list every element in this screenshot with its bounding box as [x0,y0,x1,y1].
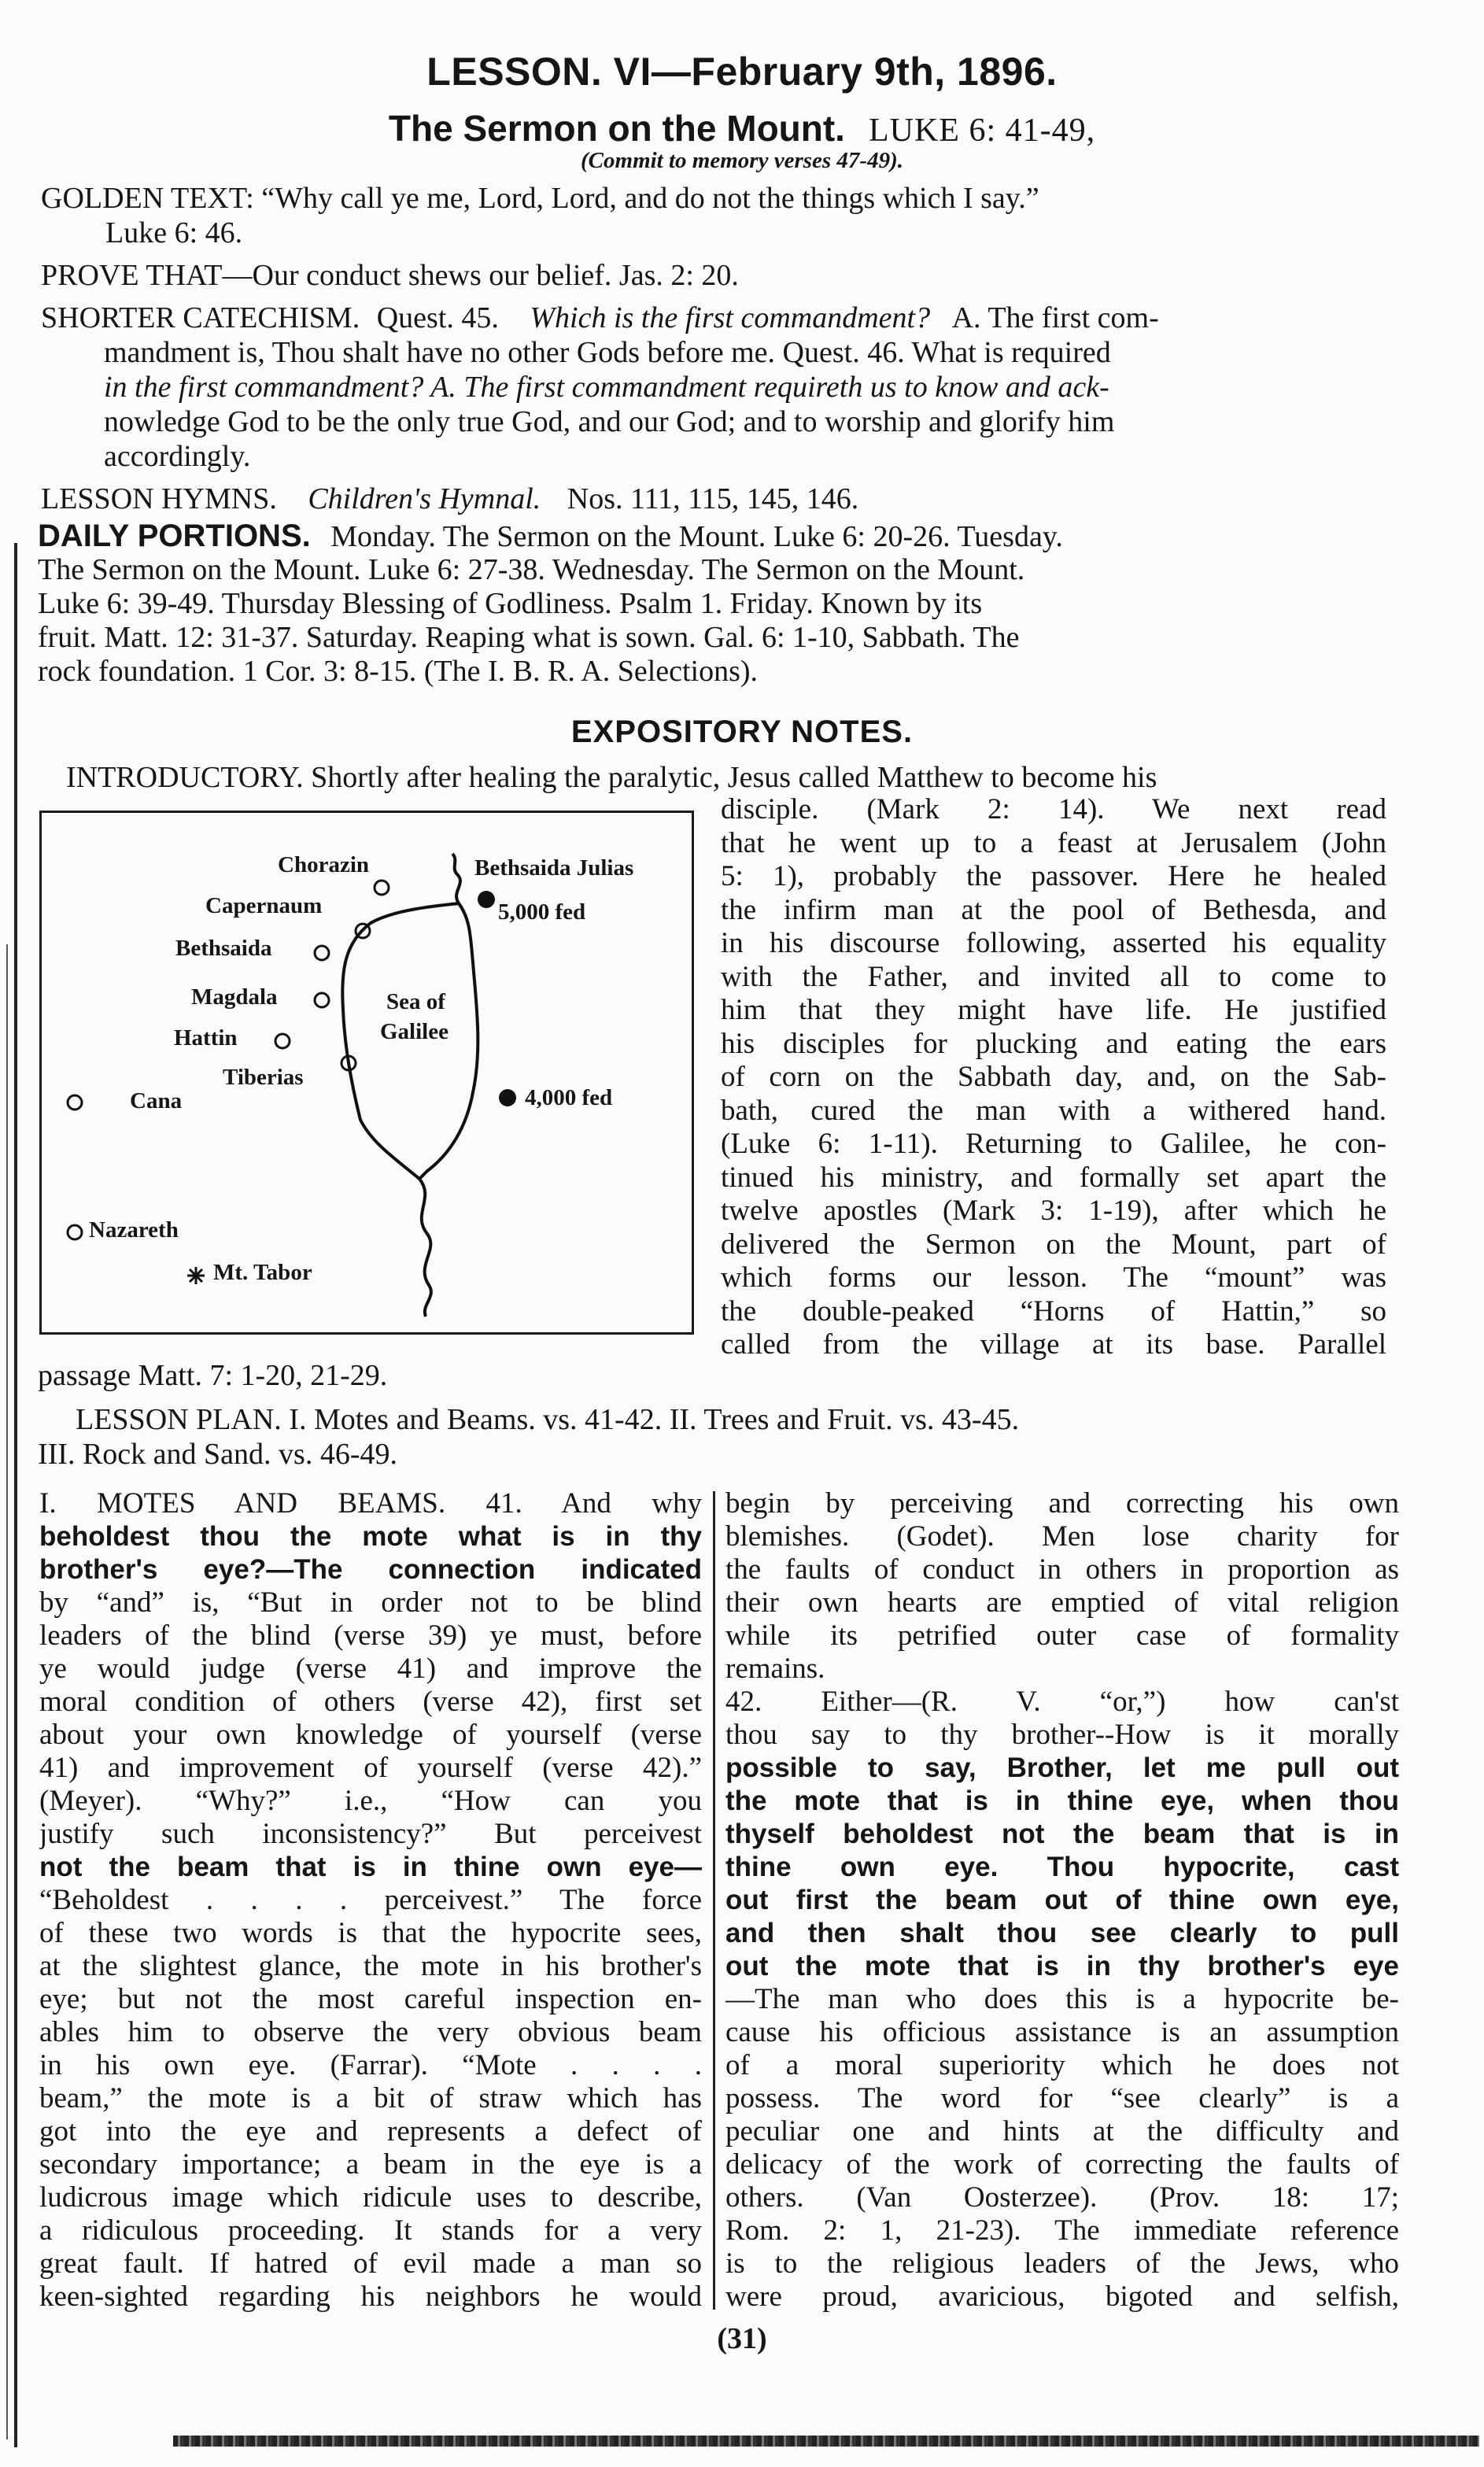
left-col-line-16: eye; but not the most careful inspection en- [39,1983,702,2015]
intro-right-line-4: the infirm man at the pool of Bethesda, and [721,893,1386,926]
catechism-line-1 [41,301,1386,335]
feeding-4000-marker [499,1089,516,1106]
chorazin-marker [375,881,389,895]
introductory-last-line: passage Matt. 7: 1-20, 21-29. [38,1359,388,1392]
left-col-line-3: brother's eye?—The connection indicated [39,1554,702,1585]
mt-tabor-marker [187,1267,205,1284]
intro-right-line-6: with the Father, and invited all to come to [721,960,1386,993]
right-col-line-13: out first the beam out of thine own eye, [725,1885,1399,1915]
left-col-line-22: ludicrous image which ridicule uses to describe, [39,2181,702,2214]
left-col-line-20: got into the eye and represents a defect of [39,2115,702,2148]
left-margin-rule [14,543,17,2447]
right-col-line-25: were proud, avaricious, bigoted and selfish, [725,2280,1399,2313]
intro-right-line-3: 5: 1), probably the passover. Here he healed [721,860,1386,892]
intro-right-line-2: that he went up to a feast at Jerusalem (John [721,826,1386,859]
hymns-label: LESSON HYMNS. [41,482,277,515]
left-col-line-21: secondary importance; a beam in the eye is a [39,2148,702,2181]
jordan-river-north [452,854,460,903]
prove-that-line [41,258,739,293]
left-col-line-5: leaders of the blind (verse 39) ye must, before [39,1619,702,1652]
right-col-line-14: and then shalt thou see clearly to pull [725,1918,1399,1948]
intro-right-line-16: the double-peaked “Horns of Hattin,” so [721,1294,1386,1328]
catechism-answer-start: A. The first com- [951,301,1159,334]
lesson-subtitle: The Sermon on the Mount. [388,108,845,149]
daily-portions-line-3: Luke 6: 39-49. Thursday Blessing of Godliness. Psalm 1. Friday. Known by its [38,587,983,620]
lesson-title: LESSON. VI—February 9th, 1896. [426,50,1058,94]
golden-text-quote: “Why call ye me, Lord, Lord, and do not the things which I say.” [261,182,1039,215]
right-col-line-5: while its petrified outer case of formality [725,1619,1399,1652]
right-col-line-21: delicacy of the work of correcting the faults of [725,2148,1399,2181]
golden-text-reference: Luke 6: 46. [105,216,243,249]
scripture-reference: LUKE 6: 41-49, [868,113,1096,149]
left-col-line-10: (Meyer). “Why?” i.e., “How can you [39,1785,702,1817]
daily-portions-line-1 [38,519,1063,554]
intro-right-line-10: bath, cured the man with a withered hand. [721,1094,1386,1127]
introductory-right-text [721,793,1386,1362]
right-col-line-23: Rom. 2: 1, 21-23). The immediate reference [725,2214,1399,2247]
daily-portions-label: DAILY PORTIONS. [38,519,311,553]
sea-of-galilee-map [39,811,694,1335]
map-label-hattin: Hattin [174,1025,238,1051]
intro-right-line-17: called from the village at its base. Parallel [721,1328,1386,1361]
right-col-line-2: blemishes. (Godet). Men lose charity for [725,1520,1399,1553]
right-col-line-9: possible to say, Brother, let me pull out [725,1752,1399,1783]
intro-right-line-13: twelve apostles (Mark 3: 1-19), after which he [721,1195,1386,1227]
left-col-line-13: “Beholdest . . . . perceivest.” The force [39,1884,702,1916]
map-label-bethsaida: Bethsaida [175,936,272,961]
lesson-subtitle-row [0,107,1484,150]
feeding-5000-marker [478,891,495,908]
daily-portions-line-4: fruit. Matt. 12: 31-37. Saturday. Reaping what is sown. Gal. 6: 1-10, Sabbath. The [38,621,1020,654]
hattin-marker [275,1034,290,1048]
left-col-line-15: at the slightest glance, the mote in his brother's [39,1950,702,1982]
intro-right-line-1: disciple. (Mark 2: 14). We next read [721,793,1386,825]
map-label-sea-of: Sea of [386,989,445,1014]
golden-text-label: GOLDEN TEXT: [41,182,254,215]
hymns-numbers: Nos. 111, 115, 145, 146. [567,482,859,515]
right-col-line-11: thyself beholdest not the beam that is in [725,1819,1399,1849]
right-col-line-3: the faults of conduct in others in proportion as [725,1553,1399,1586]
nazareth-marker [68,1225,82,1239]
intro-right-line-7: him that they might have life. He justified [721,994,1386,1026]
prove-that-text: —Our conduct shews our belief. Jas. 2: 20. [222,259,739,292]
right-col-line-22: others. (Van Oosterzee). (Prov. 18: 17; [725,2181,1399,2214]
expository-notes-heading: EXPOSITORY NOTES. [570,715,914,749]
intro-right-line-14: delivered the Sermon on the Mount, part of [721,1228,1386,1261]
right-col-line-6: remains. [725,1653,825,1685]
left-col-line-18: in his own eye. (Farrar). “Mote . . . . [39,2049,702,2081]
catechism-line-4: nowledge God to be the only true God, and our God; and to worship and glorify him [104,405,1115,438]
map-label-chorazin: Chorazin [278,852,369,877]
left-col-line-23: a ridiculous proceeding. It stands for a very [39,2214,702,2247]
daily-portions-line-2: The Sermon on the Mount. Luke 6: 27-38. Wednesday. The Sermon on the Mount. [38,553,1025,586]
catechism-quest45: Quest. 45. [376,301,499,334]
left-col-line-8: about your own knowledge of yourself (verse [39,1719,702,1751]
map-label-cana: Cana [130,1088,183,1113]
map-label-capernaum: Capernaum [205,893,323,918]
left-col-line-4: by “and” is, “But in order not to be blind [39,1586,702,1619]
golden-text-line [41,181,1410,216]
bottom-edge-mark [173,2436,1479,2447]
catechism-label: SHORTER CATECHISM. [41,301,360,334]
left-col-line-25: keen-sighted regarding his neighbors he would [39,2280,702,2313]
catechism-line-3: in the first commandment? A. The first commandment requireth us to know and ack- [104,371,1109,404]
right-col-line-7: 42. Either—(R. V. “or,”) how can'st [725,1686,1399,1718]
right-col-line-20: peculiar one and hints at the difficulty and [725,2115,1399,2148]
intro-right-line-15: which forms our lesson. The “mount” was [721,1261,1386,1294]
right-col-line-1: begin by perceiving and correcting his own [725,1487,1399,1520]
cana-marker [68,1095,82,1110]
right-col-line-19: possess. The word for “see clearly” is a [725,2082,1399,2114]
intro-right-line-12: tinued his ministry, and formally set apart the [721,1161,1386,1194]
right-col-line-10: the mote that is in thine eye, when thou [725,1786,1399,1816]
lesson-plan-line-1: LESSON PLAN. I. Motes and Beams. vs. 41-42. II. Trees and Fruit. vs. 43-45. [76,1403,1020,1436]
hymns-book: Children's Hymnal. [308,482,541,515]
map-drawing [42,813,692,1332]
jordan-river-south [419,1179,431,1317]
left-col-line-12: not the beam that is in thine own eye— [39,1852,702,1882]
right-col-line-18: of a moral superiority which he does not [725,2049,1399,2081]
left-col-line-1: I. MOTES AND BEAMS. 41. And why [39,1487,702,1520]
left-col-line-7: moral condition of others (verse 42), first set [39,1686,702,1718]
map-label-bethsaida-julias: Bethsaida Julias [474,855,634,881]
right-col-line-8: thou say to thy brother--How is it morally [725,1719,1399,1751]
left-column-text [39,1487,702,2314]
catechism-line-2: mandment is, Thou shalt have no other Gods before me. Quest. 46. What is required [104,336,1111,369]
map-label-galilee: Galilee [380,1019,449,1044]
prove-that-label: PROVE THAT [41,259,223,292]
left-col-line-14: of these two words is that the hypocrite sees, [39,1917,702,1949]
right-col-line-15: out the mote that is in thy brother's eye [725,1951,1399,1981]
daily-portions-text-1: Monday. The Sermon on the Mount. Luke 6: 20-26. Tuesday. [330,520,1063,553]
magdala-marker [315,993,329,1007]
left-col-line-24: great fault. If hatred of evil made a man so [39,2247,702,2280]
left-margin-rule-secondary [6,944,8,2439]
map-label-4000-fed: 4,000 fed [525,1085,613,1110]
right-col-line-4: their own hearts are emptied of vital religion [725,1586,1399,1619]
map-label-5000-fed: 5,000 fed [498,899,586,925]
right-col-line-24: is to the religious leaders of the Jews, who [725,2247,1399,2280]
lesson-plan-line-2: III. Rock and Sand. vs. 46-49. [38,1438,397,1471]
page-number: (31) [717,2322,767,2355]
map-label-tiberias: Tiberias [223,1065,304,1090]
left-col-line-2: beholdest thou the mote what is in thy [39,1521,702,1552]
right-col-line-12: thine own eye. Thou hypocrite, cast [725,1852,1399,1882]
memory-verse-note: (Commit to memory verses 47-49). [581,148,903,173]
hymns-line [41,482,858,516]
right-col-line-17: cause his officious assistance is an assumption [725,2016,1399,2048]
left-col-line-19: beam,” the mote is a bit of straw which has [39,2082,702,2114]
bethsaida-marker [315,946,329,960]
intro-right-line-11: (Luke 6: 1-11). Returning to Galilee, he con- [721,1128,1386,1160]
left-col-line-11: justify such inconsistency?” But perceivest [39,1818,702,1850]
left-col-line-17: ables him to observe the very obvious beam [39,2016,702,2048]
intro-right-line-8: his disciples for plucking and eating the ears [721,1027,1386,1060]
intro-right-line-9: of corn on the Sabbath day, and, on the Sab- [721,1061,1386,1093]
catechism-question-45: Which is the first commandment? [530,301,931,334]
map-label-magdala: Magdala [191,984,278,1010]
right-col-line-16: —The man who does this is a hypocrite be- [725,1983,1399,2015]
right-column-text [725,1487,1399,2314]
intro-right-line-5: in his discourse following, asserted his equality [721,927,1386,959]
map-label-mt-tabor: Mt. Tabor [213,1260,312,1285]
introductory-first-line: INTRODUCTORY. Shortly after healing the paralytic, Jesus called Matthew to become his [66,761,1157,794]
map-label-nazareth: Nazareth [89,1217,179,1243]
column-divider [713,1491,715,2310]
left-col-line-6: ye would judge (verse 41) and improve the [39,1653,702,1685]
daily-portions-line-5: rock foundation. 1 Cor. 3: 8-15. (The I. B. R. A. Selections). [38,655,759,688]
left-col-line-9: 41) and improvement of yourself (verse 42).” [39,1752,702,1784]
catechism-line-5: accordingly. [104,440,251,473]
